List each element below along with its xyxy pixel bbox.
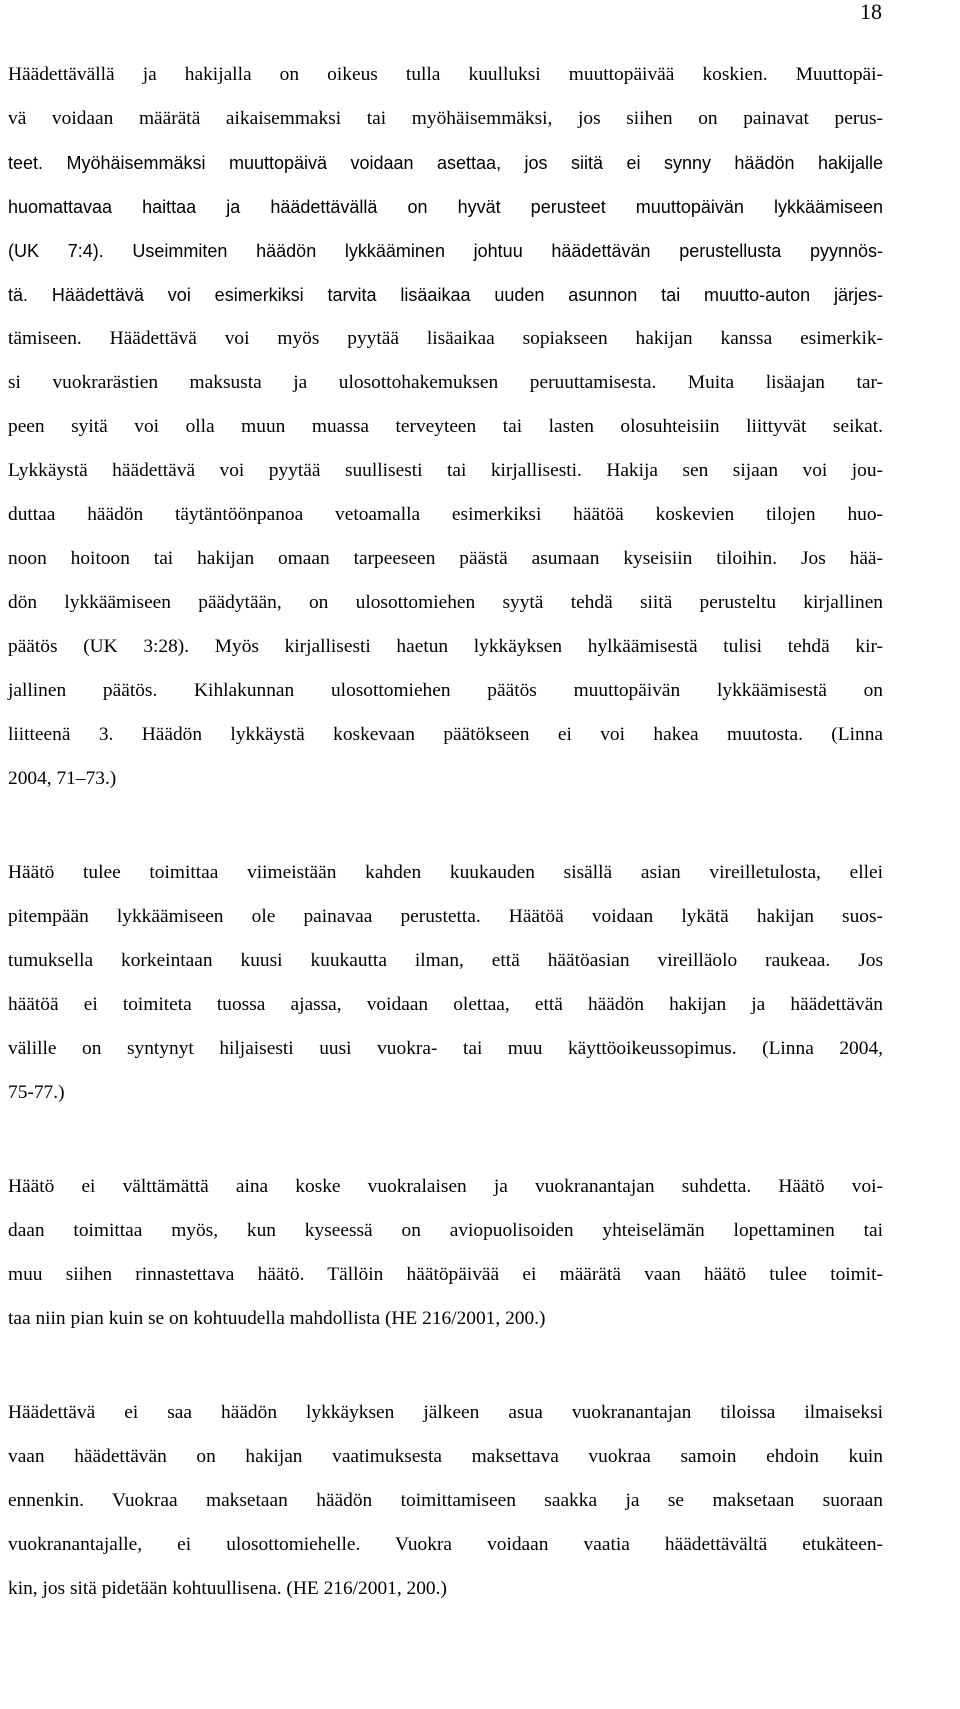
text-line: vä voidaan määrätä aikaisemmaksi tai myöhäisemmäksi, jos siihen on painavat perus- xyxy=(8,108,883,129)
paragraph-haadon-toimitusaika xyxy=(8,851,883,1115)
text-line: päätös (UK 3:28). Myös kirjallisesti haetun lykkäyksen hylkäämisestä tulisi tehdä kir- xyxy=(8,636,883,657)
text-line: taa niin pian kuin se on kohtuudella mahdollista (HE 216/2001, 200.) xyxy=(8,1308,546,1329)
text-line: huomattavaa haittaa ja häädettävällä on hyvät perusteet muuttopäivän lykkäämiseen xyxy=(8,197,883,217)
paragraph-vuokra xyxy=(8,1391,883,1611)
text-line: tä. Häädettävä voi esimerkiksi tarvita lisäaikaa uuden asunnon tai muutto-auton järjes- xyxy=(8,285,883,305)
text-line: teet. Myöhäisemmäksi muuttopäivä voidaan asettaa, jos siitä ei synny häädön hakijalle xyxy=(8,153,883,173)
text-line: tumuksella korkeintaan kuusi kuukautta ilman, että häätöasian vireilläolo raukeaa. Jos xyxy=(8,950,883,971)
paragraph-muuttopaiva xyxy=(8,53,883,801)
text-line: Häätö tulee toimittaa viimeistään kahden kuukauden sisällä asian vireilletulosta, ellei xyxy=(8,862,883,883)
document-body xyxy=(8,53,883,1611)
text-line: dön lykkäämiseen päädytään, on ulosottomiehen syytä tehdä siitä perusteltu kirjallinen xyxy=(8,592,883,613)
text-line: vuokranantajalle, ei ulosottomiehelle. Vuokra voidaan vaatia häädettävältä etukäteen- xyxy=(8,1534,883,1555)
text-line: välille on syntynyt hiljaisesti uusi vuokra- tai muu käyttöoikeussopimus. (Linna 2004, xyxy=(8,1038,883,1059)
text-line: duttaa häädön täytäntöönpanoa vetoamalla esimerkiksi häätöä koskevien tilojen huo- xyxy=(8,504,883,525)
page-number: 18 xyxy=(860,0,882,24)
text-line: vaan häädettävän on hakijan vaatimuksesta maksettava vuokraa samoin ehdoin kuin xyxy=(8,1446,883,1467)
text-line: liitteenä 3. Häädön lykkäystä koskevaan päätökseen ei voi hakea muutosta. (Linna xyxy=(8,724,883,745)
text-line: 75-77.) xyxy=(8,1082,65,1103)
text-line: daan toimittaa myös, kun kyseessä on aviopuolisoiden yhteiselämän lopettaminen tai xyxy=(8,1220,883,1241)
text-line: noon hoitoon tai hakijan omaan tarpeeseen päästä asumaan kyseisiin tiloihin. Jos hää- xyxy=(8,548,883,569)
text-line: Häätö ei välttämättä aina koske vuokralaisen ja vuokranantajan suhdetta. Häätö voi- xyxy=(8,1176,883,1197)
text-line: tämiseen. Häädettävä voi myös pyytää lisäaikaa sopiakseen hakijan kanssa esimerkik- xyxy=(8,328,883,349)
text-line: peen syitä voi olla muun muassa terveyteen tai lasten olosuhteisiin liittyvät seikat. xyxy=(8,416,883,437)
text-line: muu siihen rinnastettava häätö. Tällöin häätöpäivää ei määrätä vaan häätö tulee toimit- xyxy=(8,1264,883,1285)
text-line: häätöä ei toimiteta tuossa ajassa, voidaan olettaa, että häädön hakijan ja häädettävän xyxy=(8,994,883,1015)
text-line: kin, jos sitä pidetään kohtuullisena. (HE 216/2001, 200.) xyxy=(8,1578,447,1599)
text-line: Lykkäystä häädettävä voi pyytää suullisesti tai kirjallisesti. Hakija sen sijaan voi jou- xyxy=(8,460,883,481)
text-line: (UK 7:4). Useimmiten häädön lykkääminen johtuu häädettävän perustellusta pyynnös- xyxy=(8,241,883,261)
text-line: jallinen päätös. Kihlakunnan ulosottomiehen päätös muuttopäivän lykkäämisestä on xyxy=(8,680,883,701)
text-line: si vuokrarästien maksusta ja ulosottohakemuksen peruuttamisesta. Muita lisäajan tar- xyxy=(8,372,883,393)
text-line: pitempään lykkäämiseen ole painavaa perustetta. Häätöä voidaan lykätä hakijan suos- xyxy=(8,906,883,927)
text-line: 2004, 71–73.) xyxy=(8,768,117,789)
text-line: ennenkin. Vuokraa maksetaan häädön toimittamiseen saakka ja se maksetaan suoraan xyxy=(8,1490,883,1511)
text-line: Häädettävä ei saa häädön lykkäyksen jälkeen asua vuokranantajan tiloissa ilmaiseksi xyxy=(8,1402,883,1423)
paragraph-aviopuolisot xyxy=(8,1165,883,1341)
text-line: Häädettävällä ja hakijalla on oikeus tulla kuulluksi muuttopäivää koskien. Muuttopäi- xyxy=(8,64,883,85)
